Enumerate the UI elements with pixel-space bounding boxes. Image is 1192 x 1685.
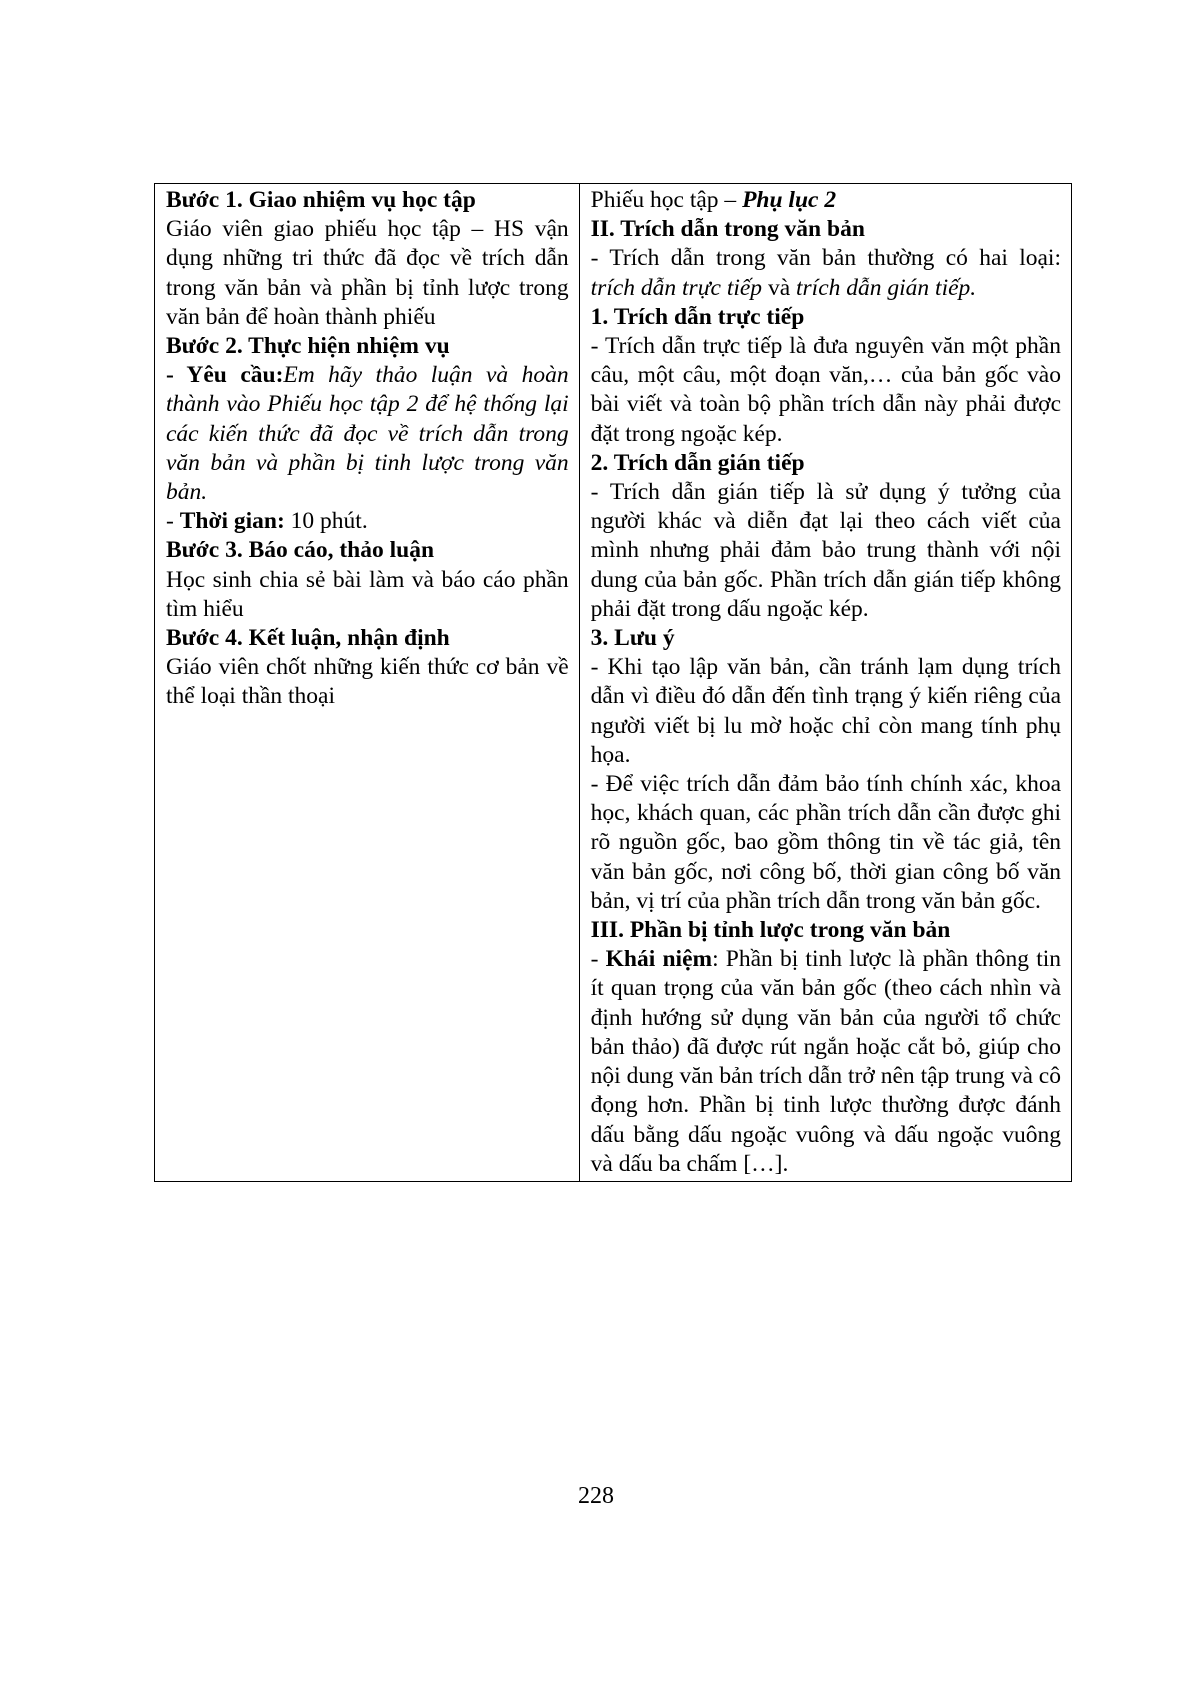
direct-quote-text: - Trích dẫn trực tiếp là đưa nguyên văn một phần câu, một câu, một đoạn văn,… của bản gốc vào bài viết và toàn bộ phần trích dẫn này phải được đặt trong ngoặc kép. bbox=[590, 333, 1061, 447]
requirement-paragraph bbox=[166, 361, 569, 507]
lesson-table bbox=[154, 183, 1072, 1182]
indirect-quote-text: - Trích dẫn gián tiếp là sử dụng ý tưởng của người khác và diễn đạt lại theo cách viết của mình nhưng phải đảm bảo trung thành với nội dung của bản gốc. Phần trích dẫn gián tiếp không phải đặt trong dấu ngoặc kép. bbox=[590, 479, 1061, 622]
step2-title: Bước 2. Thực hiện nhiệm vụ bbox=[166, 333, 450, 360]
concept-prefix: - bbox=[590, 946, 606, 973]
step1-title: Bước 1. Giao nhiệm vụ học tập bbox=[166, 187, 476, 213]
step4-text: Giáo viên chốt những kiến thức cơ bản về thể loại thần thoại bbox=[166, 654, 569, 710]
direct-quote-term: trích dẫn trực tiếp bbox=[590, 274, 763, 301]
page-number: 228 bbox=[578, 1483, 614, 1509]
worksheet-content-cell bbox=[579, 184, 1071, 1182]
concept-text: : Phần bị tinh lược là phần thông tin ít quan trọng của văn bản gốc (theo cách nhìn và định hướng sử dụng văn bản của người tổ chức bản thảo) đã được rút ngắn hoặc cắt bỏ, giúp cho nội dung văn bản trích dẫn trở nên tập trung và cô đọng hơn. Phần bị tinh lược thường được đánh dấu bằng dấu ngoặc vuông và dấu ngoặc vuông và dấu ba chấm […]. bbox=[590, 946, 1062, 1177]
indirect-quote-title: 2. Trích dẫn gián tiếp bbox=[590, 449, 805, 476]
worksheet-heading bbox=[591, 186, 1061, 215]
worksheet-appendix: Phụ lục 2 bbox=[742, 187, 837, 213]
activity-steps-cell bbox=[155, 184, 580, 1182]
time-paragraph bbox=[166, 507, 569, 536]
step4-title: Bước 4. Kết luận, nhận định bbox=[166, 625, 450, 652]
time-value: 10 phút. bbox=[284, 508, 368, 535]
concept-label: Khái niệm bbox=[605, 946, 713, 973]
section2-intro-text: - Trích dẫn trong văn bản thường có hai loại: bbox=[590, 245, 1061, 272]
step1-text: Giáo viên giao phiếu học tập – HS vận dụng những tri thức đã đọc về trích dẫn trong văn bản và phần bị tỉnh lược trong văn bản để hoàn thành phiếu bbox=[166, 216, 569, 330]
direct-quote-title: 1. Trích dẫn trực tiếp bbox=[590, 303, 805, 330]
table-row bbox=[155, 184, 1072, 1182]
note-title: 3. Lưu ý bbox=[590, 625, 675, 652]
note-text-2: - Để việc trích dẫn đảm bảo tính chính xác, khoa học, khách quan, các phần trích dẫn cần được ghi rõ nguồn gốc, bao gồm thông tin về tác giả, tên văn bản gốc, nơi công bố, thời gian công bố văn bản, vị trí của phần trích dẫn trong văn bản gốc. bbox=[590, 771, 1061, 914]
section2-title: II. Trích dẫn trong văn bản bbox=[590, 216, 865, 243]
indirect-quote-term: trích dẫn gián tiếp. bbox=[796, 274, 977, 301]
section2-intro bbox=[591, 244, 1061, 302]
time-prefix: - bbox=[166, 508, 180, 535]
step3-title: Bước 3. Báo cáo, thảo luận bbox=[166, 537, 435, 564]
requirement-label: - Yêu cầu: bbox=[166, 362, 284, 389]
concept-paragraph bbox=[591, 945, 1061, 1179]
step3-text: Học sinh chia sẻ bài làm và báo cáo phần tìm hiểu bbox=[166, 566, 569, 622]
note-text-1: - Khi tạo lập văn bản, cần tránh lạm dụng trích dẫn vì điều đó dẫn đến tình trạng ý kiến riêng của người viết bị lu mờ hoặc chỉ còn mang tính phụ họa. bbox=[590, 654, 1061, 768]
section2-conjunction: và bbox=[762, 274, 796, 301]
section3-title: III. Phần bị tỉnh lược trong văn bản bbox=[590, 917, 951, 944]
requirement-text: Em hãy thảo luận và hoàn thành vào Phiếu học tập 2 để hệ thống lại các kiến thức đã đọc về trích dẫn trong văn bản và phần bị tinh lược trong văn bản. bbox=[166, 362, 569, 506]
time-label: Thời gian: bbox=[179, 508, 285, 535]
worksheet-prefix: Phiếu học tập – bbox=[590, 187, 743, 213]
